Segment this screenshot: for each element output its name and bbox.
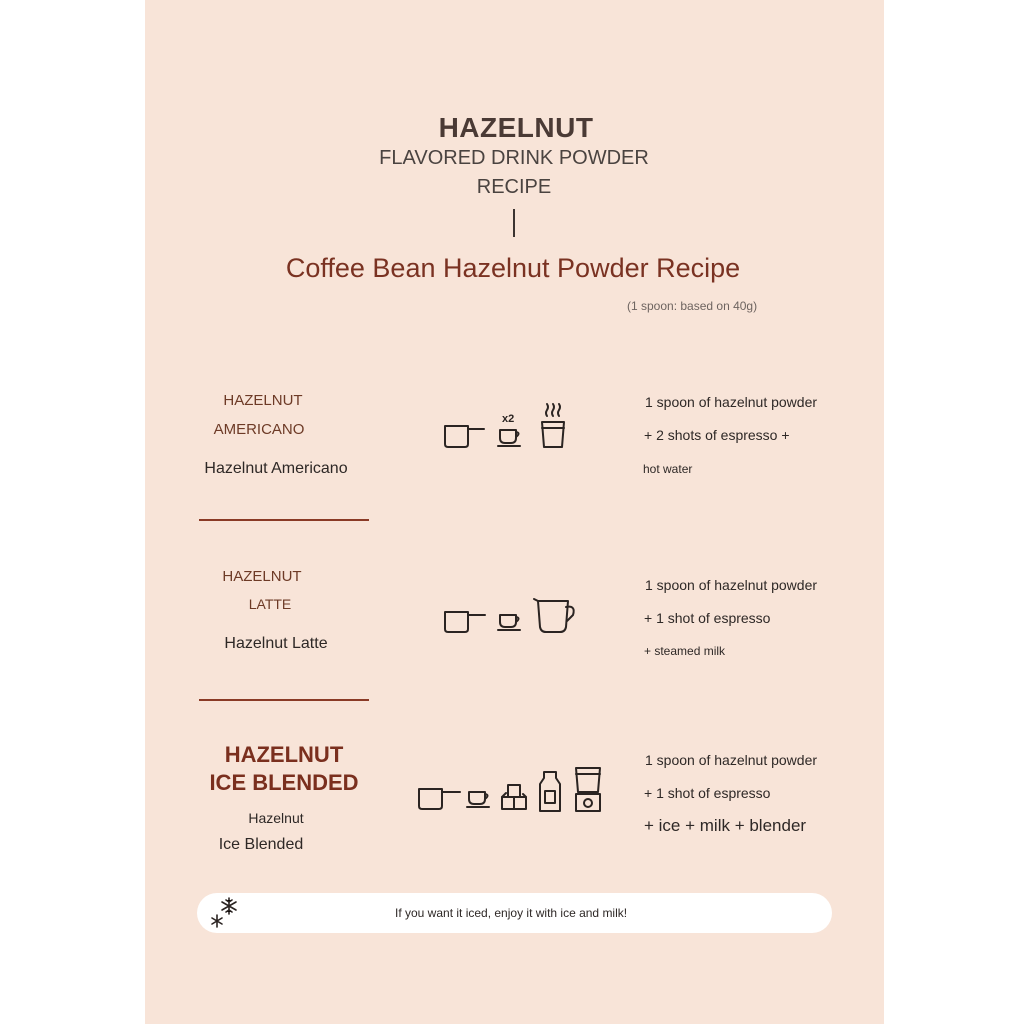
brand-subtitle-line2: RECIPE: [476, 176, 552, 198]
step-2: + 1 shot of espresso: [644, 610, 771, 626]
menu-name: Hazelnut Americano: [204, 460, 348, 477]
header-divider: [513, 209, 515, 237]
step-1: 1 spoon of hazelnut powder: [645, 752, 818, 768]
step-3: + steamed milk: [644, 644, 726, 658]
milk-bottle-icon: [540, 772, 560, 811]
scoop-icon: [419, 789, 460, 809]
menu-name-line2: Ice Blended: [218, 836, 304, 853]
menu-en-line1: HAZELNUT: [223, 392, 303, 409]
tip-text: If you want it iced, enjoy it with ice and milk!: [395, 906, 628, 920]
espresso-cup-icon: [467, 792, 489, 807]
brand-subtitle-line1: FLAVORED DRINK POWDER: [379, 147, 649, 169]
ice-blended-icons: [414, 764, 609, 816]
snowflake-icon: [207, 894, 243, 930]
brand-title: HAZELNUT: [438, 112, 594, 143]
menu-name-line1: Hazelnut: [248, 810, 304, 826]
menu-en-line1: HAZELNUT: [224, 742, 344, 767]
recipe-title: Coffee Bean Hazelnut Powder Recipe: [285, 253, 741, 283]
menu-en-line2: ICE BLENDED: [209, 770, 359, 795]
menu-name: Hazelnut Latte: [224, 635, 328, 652]
serving-note: (1 spoon: based on 40g): [627, 299, 758, 313]
scoop-icon: [445, 612, 485, 632]
section-divider: [199, 699, 369, 701]
section-divider: [199, 519, 369, 521]
step-2: + 1 shot of espresso: [644, 785, 771, 801]
menu-en-line1: HAZELNUT: [222, 568, 302, 585]
americano-icons: [440, 402, 575, 454]
scoop-icon: [445, 426, 484, 447]
ice-cubes-icon: [502, 785, 526, 809]
step-1: 1 spoon of hazelnut powder: [645, 577, 818, 593]
multiplier-label: x2: [502, 413, 515, 425]
espresso-cup-icon: [498, 615, 520, 630]
latte-icons: [440, 595, 580, 640]
menu-en-line2: AMERICANO: [213, 421, 305, 438]
menu-en-line2: LATTE: [248, 596, 292, 612]
step-3: + ice + milk + blender: [644, 816, 807, 835]
milk-pitcher-icon: [534, 599, 574, 632]
step-1: 1 spoon of hazelnut powder: [645, 394, 818, 410]
step-2: + 2 shots of espresso +: [644, 427, 790, 443]
espresso-cup-icon: [498, 430, 520, 446]
hot-water-glass-icon: [542, 404, 564, 447]
blender-icon: [576, 768, 600, 811]
step-3: hot water: [643, 462, 693, 476]
